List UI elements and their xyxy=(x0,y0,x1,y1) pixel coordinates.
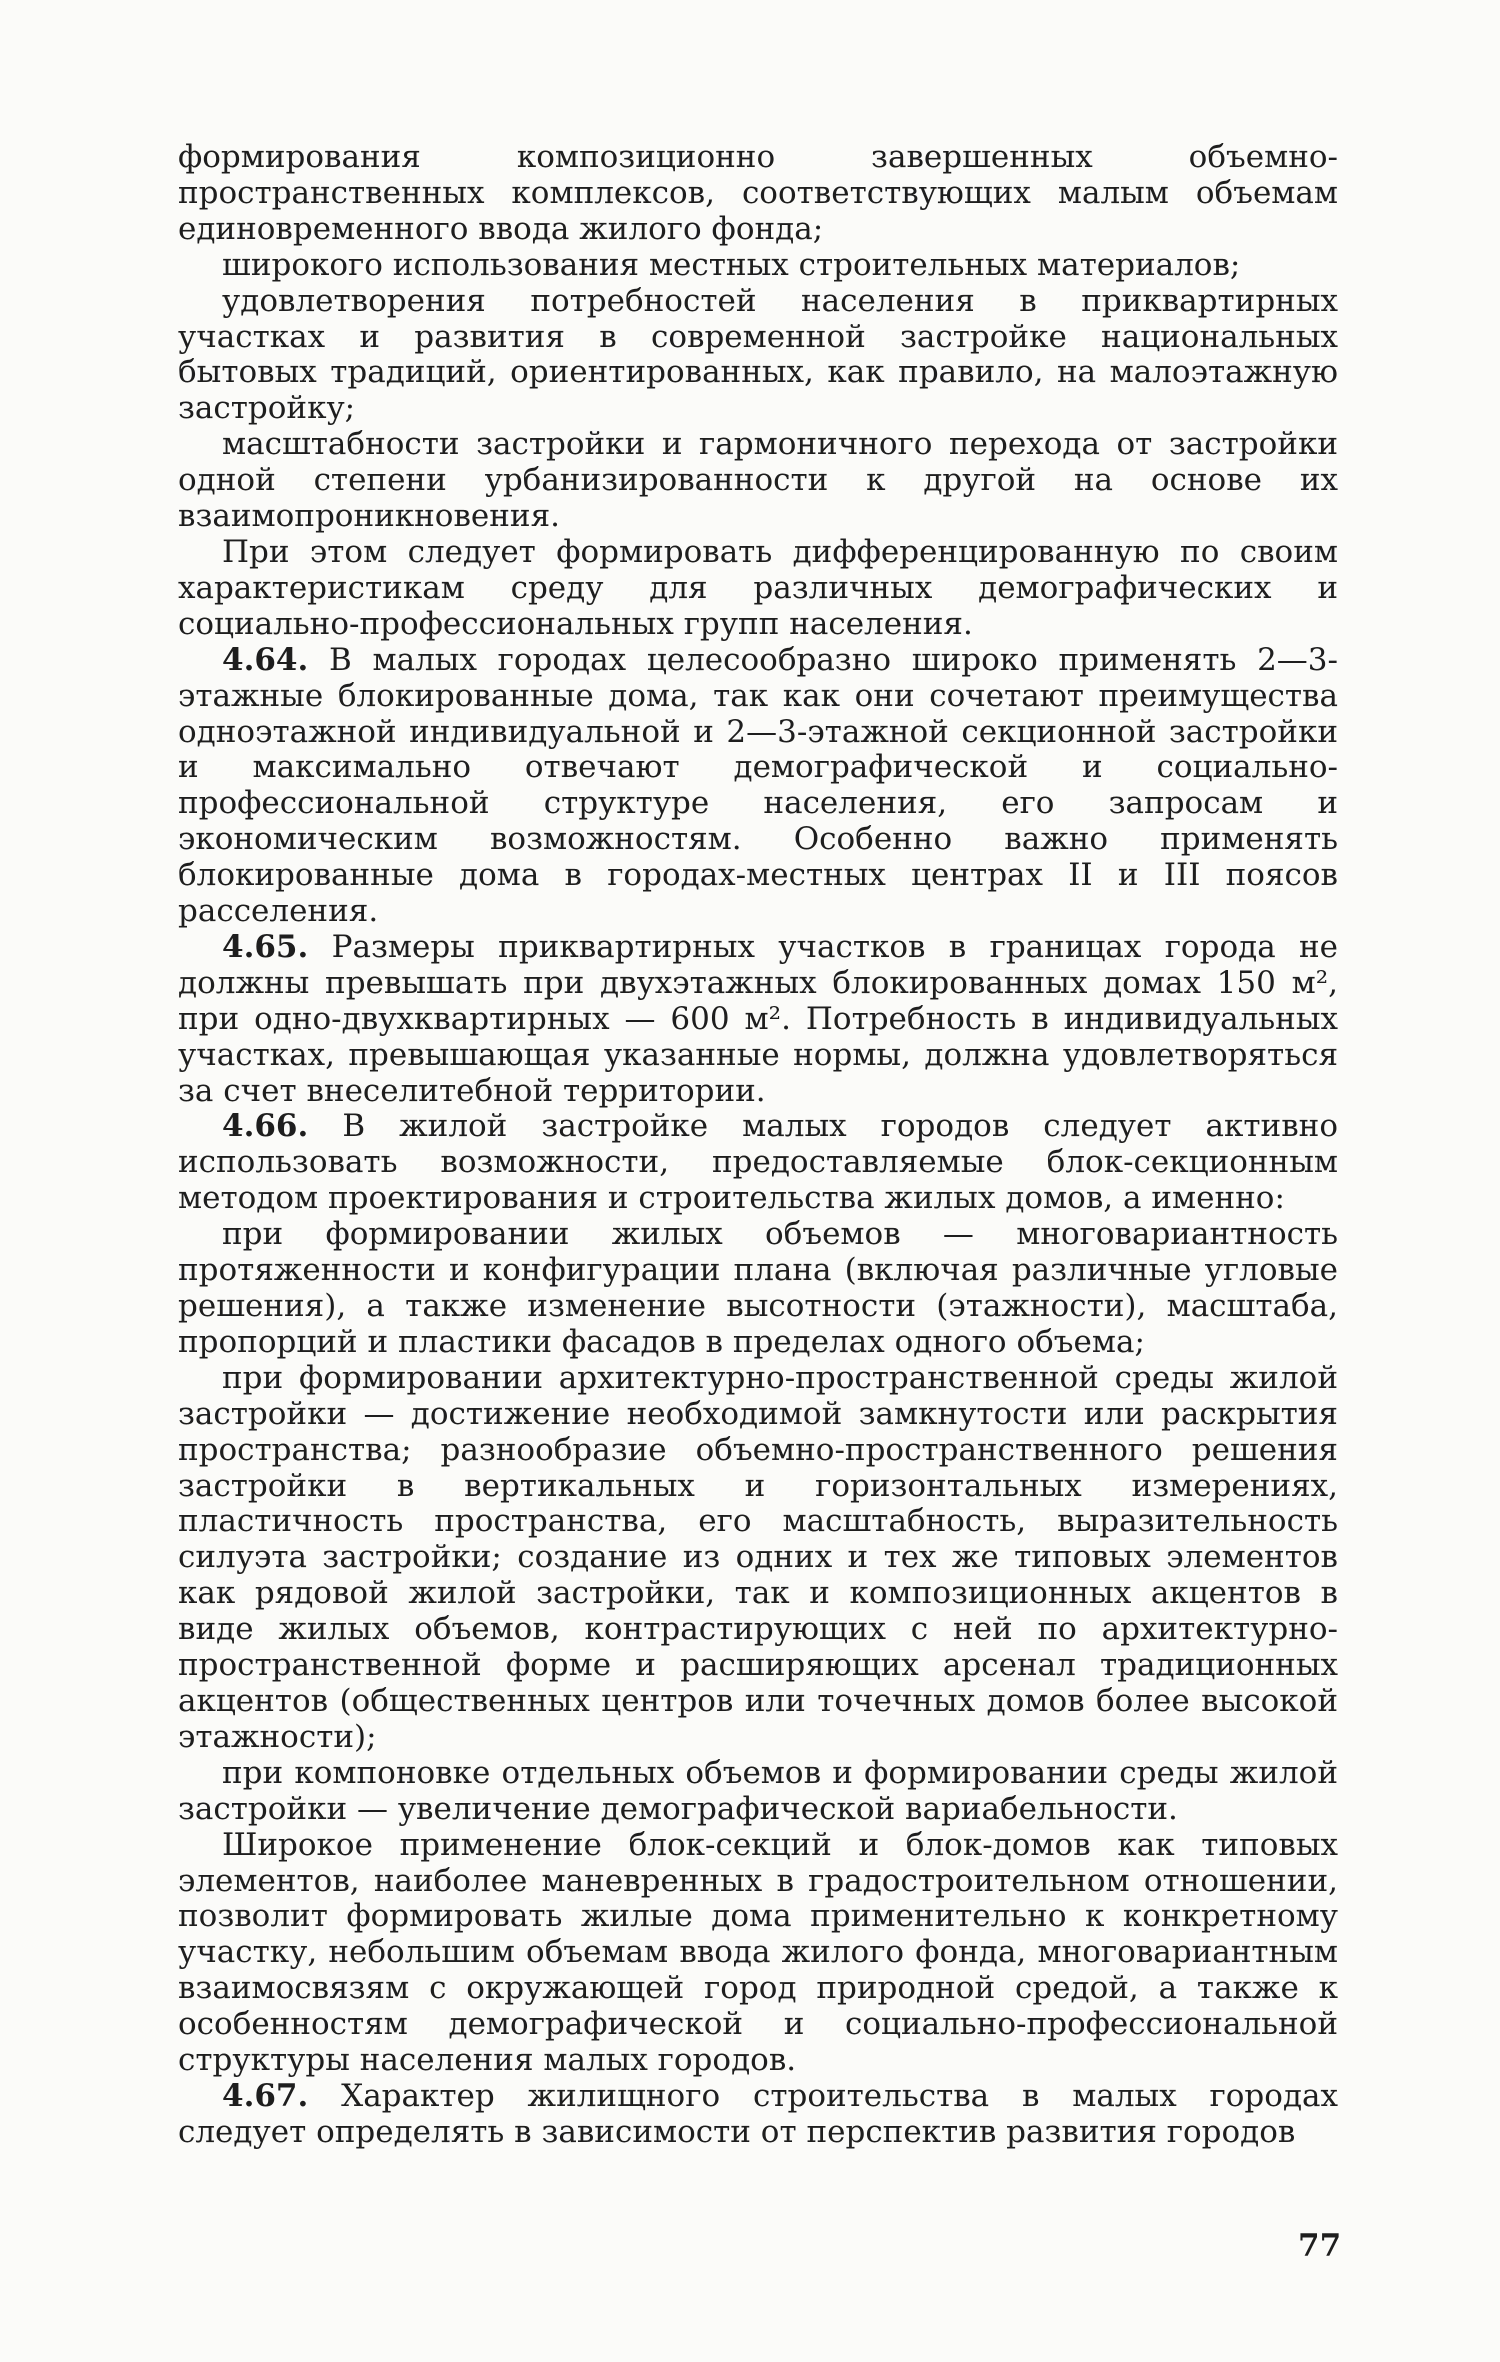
section-number: 4.65. xyxy=(222,928,309,965)
paragraph: широкого использования местных строительных материалов; xyxy=(222,246,1241,283)
section-4-66: 4.66. В жилой застройке малых городов следует активно использовать возможности, предоставляемые блок-секционным методом проектирования и строительства жилых домов, а именно: xyxy=(178,1108,1338,1217)
page-number: 77 xyxy=(1298,2228,1342,2264)
paragraph: при формировании жилых объемов — многовариантность протяженности и конфигурации плана (включая различные угловые решения), а также изменение высотности (этажности), масштаба, пропорций и пластики фасадов в пределах одного объема; xyxy=(178,1216,1338,1360)
section-4-67: 4.67. Характер жилищного строительства в малых городах следует определять в зависимости от перспектив развития городов xyxy=(178,2077,1338,2150)
body-text xyxy=(178,140,1338,2151)
section-number: 4.64. xyxy=(222,641,309,678)
paragraph: удовлетворения потребностей населения в приквартирных участках и развития в современной застройке национальных бытовых традиций, ориентированных, как правило, на малоэтажную застройку; xyxy=(178,282,1338,427)
paragraph: Широкое применение блок-секций и блок-домов как типовых элементов, наиболее маневренных в градостроительном отношении, позволит формировать жилые дома применительно к конкретному участку, небольшим объемам ввода жилого фонда, многовариантным взаимосвязям с окружающей город природной средой, а также к особенностям демографической и социально-профессиональной структуры населения малых городов. xyxy=(178,1826,1338,2079)
paragraph: при компоновке отдельных объемов и формировании среды жилой застройки — увеличение демографической вариабельности. xyxy=(178,1754,1338,1827)
section-number: 4.66. xyxy=(222,1108,309,1145)
section-4-65: 4.65. Размеры приквартирных участков в границах города не должны превышать при двухэтажных блокированных домах 150 м², при одно-двухквартирных — 600 м². Потребность в индивидуальных участках, превышающая указанные нормы, должна удовлетворяться за счет внеселитебной территории. xyxy=(178,928,1338,1109)
paragraph: при формировании архитектурно-пространственной среды жилой застройки — достижение необходимой замкнутости или раскрытия пространства; разнообразие объемно-пространственного решения застройки в вертикальных и горизонтальных измерениях, пластичность пространства, его масштабность, выразительность силуэта застройки; создание из одних и тех же типовых элементов как рядовой жилой застройки, так и композиционных акцентов в виде жилых объемов, контрастирующих с ней по архитектурно-пространственной форме и расширяющих арсенал традиционных акцентов (общественных центров или точечных домов более высокой этажности); xyxy=(178,1359,1338,1755)
paragraph: формирования композиционно завершенных объемно-пространственных комплексов, соответствующих малым объемам единовременного ввода жилого фонда; xyxy=(178,139,1338,247)
paragraph: При этом следует формировать дифференцированную по своим характеристикам среду для различных демографических и социально-профессиональных групп населения. xyxy=(178,533,1338,642)
section-4-64: 4.64. В малых городах целесообразно широко применять 2—3-этажные блокированные дома, так как они сочетают преимущества одноэтажной индивидуальной и 2—3-этажной секционной застройки и максимально отвечают демографической и социально-профессиональной структуре населения, его запросам и экономическим возможностям. Особенно важно применять блокированные дома в городах-местных центрах II и III поясов расселения. xyxy=(178,641,1338,930)
section-number: 4.67. xyxy=(222,2077,309,2114)
paragraph: масштабности застройки и гармоничного перехода от застройки одной степени урбанизированности к другой на основе их взаимопроникновения. xyxy=(178,426,1338,535)
